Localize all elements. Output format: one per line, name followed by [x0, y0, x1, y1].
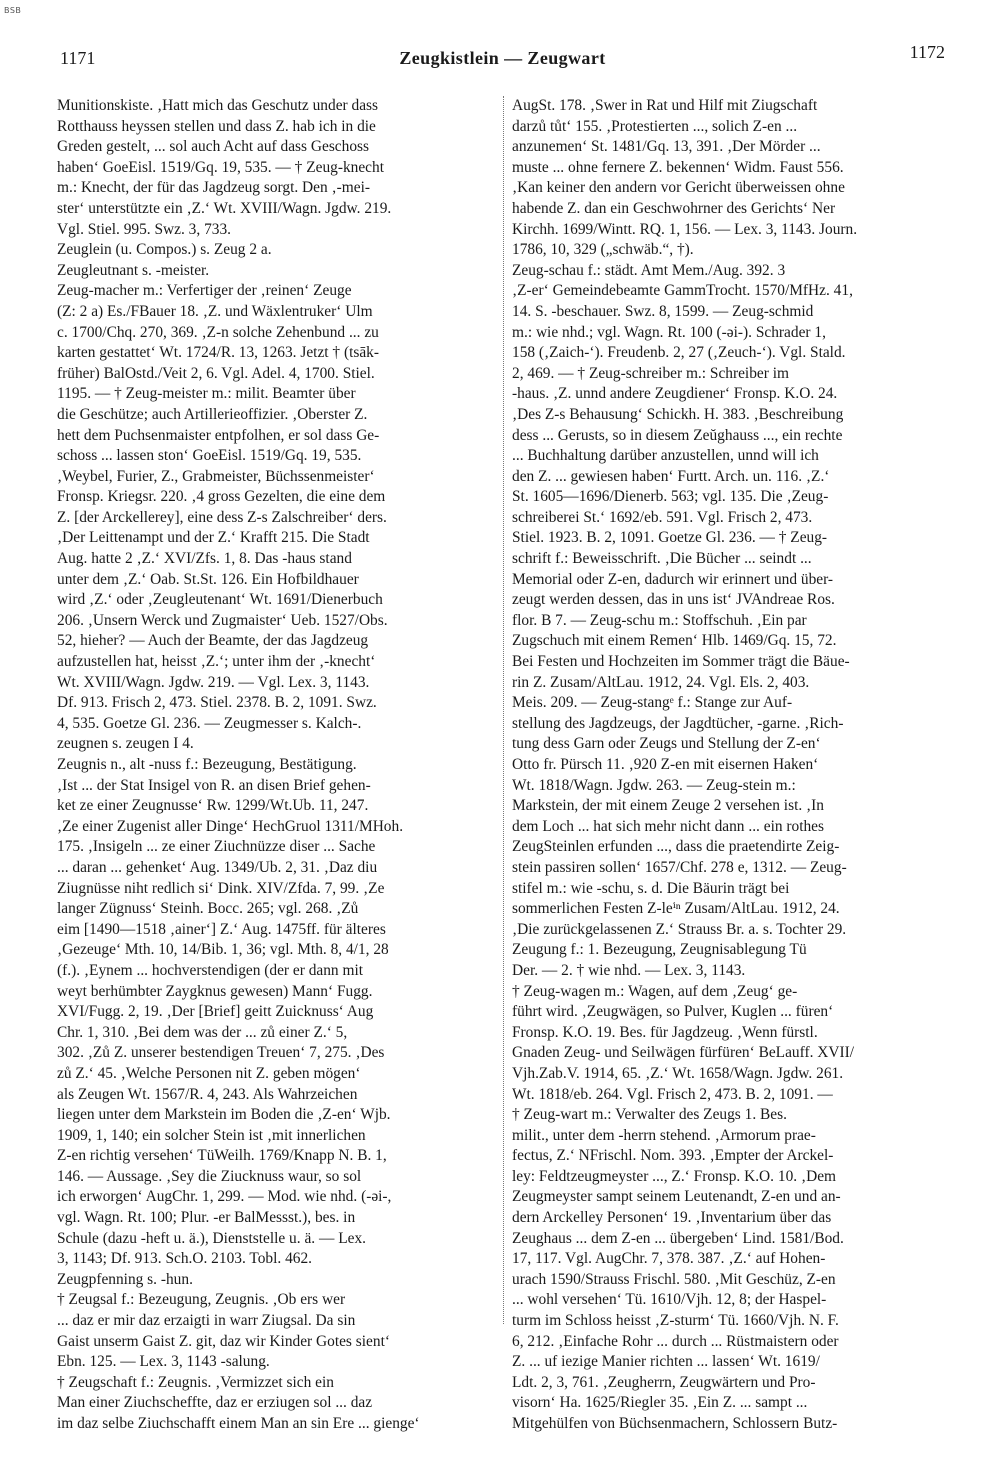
text-line: Z. [der Arckellerey], eine dess Z-s Zalschreiber‘ ders. — [57, 508, 387, 526]
text-line: 17, 117. Vgl. AugChr. 7, 378. 387. ‚Z.‘ auf Hohen- — [512, 1250, 826, 1268]
text-line: langer Zügnuss‘ Steinh. Bocc. 265; vgl. 268. ‚Zů — [57, 900, 359, 918]
text-line: Mitgehülfen von Büchsenmachern, Schlossern Butz- — [512, 1415, 838, 1432]
text-line: weyt berhümbter Zaygknus gewesen) Mann‘ Fugg. — [57, 982, 373, 1000]
text-line: † Zeugschaft f.: Zeugnis. ‚Vermizzet sich ein — [57, 1373, 334, 1391]
text-line: dess ... Gerusts, so in diesem Zeŭghauss ..., ein rechte — [512, 426, 843, 444]
text-line: milit., unter dem -herrn stehend. ‚Armorum prae- — [512, 1126, 816, 1144]
text-line: schreiberei St.‘ 1692/eb. 591. Vgl. Frisch 2, 473. — [512, 508, 813, 526]
text-line: ‚Ze einer Zugenist aller Dinge‘ HechGruol 1311/MHoh. — [57, 817, 404, 835]
text-line: c. 1700/Chq. 270, 369. ‚Z-n solche Zehenbund ... zu — [57, 323, 379, 341]
text-line: Kirchh. 1699/Wintt. RQ. 1, 156. — Lex. 3, 1143. Journ. — [512, 220, 858, 238]
text-line: Wt. 1818/Wagn. Jgdw. 263. — Zeug-stein m.: — [512, 776, 796, 794]
text-line: XVI/Fugg. 2, 19. ‚Der [Brief] geitt Zuicknuss‘ Aug — [57, 1003, 374, 1021]
text-line: ... daz er mir daz erzaigti in warr Ziugsal. Da sin — [57, 1312, 356, 1330]
text-line: aufzustellen hat, heisst ‚Z.‘; unter ihm der ‚-knecht‘ — [57, 653, 376, 671]
text-line: den Z. ... gewiesen haben‘ Furtt. Arch. un. 116. ‚Z.‘ — [512, 467, 830, 485]
text-line: stellung des Jagdzeugs, der Jagdtücher, -garne. ‚Rich- — [512, 714, 844, 732]
text-line: Fronsp. K.O. 19. Bes. für Jagdzeug. ‚Wenn fürstl. — [512, 1023, 818, 1041]
text-line: ‚Kan keiner den andern vor Gericht überweissen ohne — [512, 179, 845, 197]
text-line: Gnaden Zeug- und Seilwägen fürfüren‘ BeLauff. XVII/ — [512, 1044, 855, 1062]
text-line: ket ze einer Zeugnusse‘ Rw. 1299/Wt.Ub. 11, 247. — [57, 797, 369, 815]
text-line: Meis. 209. — Zeug-stangᵉ f.: Stange zur Auf- — [512, 694, 793, 712]
text-line: Zeugnis n., alt -nuss f.: Bezeugung, Bestätigung. — [57, 756, 357, 773]
text-line: Df. 913. Frisch 2, 473. Stiel. 2378. B. 2, 1091. Swz. — [57, 694, 377, 712]
text-line: darzů tůt‘ 155. ‚Protestierten ..., solich Z-en ... — [512, 117, 798, 135]
text-line: haben‘ GoeEisl. 1519/Gq. 19, 535. — † Zeug-knecht — [57, 158, 384, 176]
text-line: hett dem Puchsenmaister entpfolhen, er sol dass Ge- — [57, 426, 380, 444]
text-line: 4, 535. Goetze Gl. 236. — Zeugmesser s. Kalch-. — [57, 714, 362, 732]
text-line: Zugschuch mit einem Remen‘ Hlb. 1469/Gq. 15, 72. — [512, 632, 837, 650]
text-line: 3, 1143; Df. 913. Sch.O. 2103. Tobl. 462. — [57, 1250, 313, 1268]
text-line: im daz selbe Ziuchschafft einem Man an sin Ere ... gienge‘ — [57, 1415, 420, 1432]
text-line: Bei Festen und Hochzeiten im Sommer trägt die Bäue- — [512, 653, 850, 671]
text-line: Rotthauss heyssen stellen und dass Z. hab ich in die — [57, 117, 376, 135]
text-line: ich erworgen‘ AugChr. 1, 299. — Mod. wie nhd. (-əi-, — [57, 1188, 392, 1206]
text-line: ‚Gezeuge‘ Mth. 10, 14/Bib. 1, 36; vgl. Mth. 8, 4/1, 28 — [57, 941, 389, 959]
text-line: Zeugleutnant s. -meister. — [57, 261, 210, 279]
text-line: habende Z. dan ein Geschwohrner des Gerichts‘ Ner — [512, 199, 836, 217]
text-line: (Z: 2 a) Es./FBauer 18. ‚Z. und Wäxlentruker‘ Ulm — [57, 302, 373, 320]
text-line: liegen unter dem Markstein im Boden die ‚Z-en‘ Wjb. — [57, 1106, 391, 1124]
text-line: ‚Z-er‘ Gemeindebeamte GammTrocht. 1570/MfHz. 41, — [512, 282, 853, 300]
text-line: Ziugnüsse niht redlich si‘ Dink. XIV/Zfda. 7, 99. ‚Ze — [57, 879, 385, 897]
text-line: 1195. — † Zeug-meister m.: milit. Beamter über — [57, 385, 356, 403]
text-line: urach 1590/Strauss Frischl. 580. ‚Mit Geschüz, Z-en — [512, 1270, 836, 1288]
text-line: † Zeug-wart m.: Verwalter des Zeugs 1. Bes. — [512, 1106, 787, 1124]
running-title: Zeugkistlein — Zeugwart — [399, 48, 606, 68]
text-line: ZeugSteinlen erfunden ..., dass die praetendirte Zeig- — [512, 838, 840, 856]
text-line: 175. ‚Insigeln ... ze einer Ziuchnüzze diser ... Sache — [57, 838, 376, 856]
text-line: 158 (‚Zaich-‘). Freudenb. 2, 27 (‚Zeuch-‘). Vgl. Stald. — [512, 344, 846, 362]
text-line: Otto fr. Pürsch 11. ‚920 Z-en mit eisernen Haken‘ — [512, 756, 819, 773]
text-line: Z-en richtig versehen‘ TüWeilh. 1769/Knapp N. B. 1, — [57, 1147, 387, 1165]
text-line: tung dess Garn oder Zeugs und Stellung der Z-en‘ — [512, 735, 821, 753]
library-stamp: BSB — [4, 6, 22, 15]
text-line: Greden gestelt, ... sol auch Acht auf dass Geschoss — [57, 138, 370, 156]
text-line: m.: wie nhd.; vgl. Wagn. Rt. 100 (-əi-). Schrader 1, — [512, 323, 826, 341]
text-line: Gaist unserm Gaist Z. git, daz wir Kinder Gotes sient‘ — [57, 1332, 390, 1350]
text-line: -haus. ‚Z. unnd andere Zeugdiener‘ Fronsp. K.O. 24. — [512, 385, 838, 403]
text-line: Aug. hatte 2 ‚Z.‘ XVI/Zfs. 1, 8. Das -haus stand — [57, 550, 352, 568]
text-line: Zeugpfenning s. -hun. — [57, 1270, 193, 1288]
text-line: 14. S. -beschauer. Swz. 8, 1599. — Zeug-schmid — [512, 302, 814, 320]
text-line: ‚Ist ... der Stat Insigel von R. an disen Brief gehen- — [57, 776, 371, 794]
text-line: flor. B 7. — Zeug-schu m.: Stoffschuh. ‚Ein par — [512, 611, 807, 629]
page-number-right: 1172 — [909, 42, 945, 62]
text-line: Zeug-macher m.: Verfertiger der ‚reinen‘ Zeuge — [57, 282, 352, 300]
text-line: eim [1490—1518 ‚ainer‘] Z.‘ Aug. 1475ff. für älteres — [57, 920, 386, 938]
text-line: Markstein, der mit einem Zeuge 2 versehen ist. ‚In — [512, 797, 824, 815]
text-line: Zeuglein (u. Compos.) s. Zeug 2 a. — [57, 241, 272, 259]
text-line: AugSt. 178. ‚Swer in Rat und Hilf mit Ziugschaft — [512, 97, 818, 114]
text-line: Zeugmeyster sampt seinem Leutenandt, Z-en und an- — [512, 1188, 841, 1206]
text-line: 1786, 10, 329 („schwäb.“, †). — [512, 241, 694, 259]
text-line: ‚Des Z-s Behausung‘ Schickh. H. 383. ‚Beschreibung — [512, 405, 844, 423]
text-line: vgl. Wagn. Rt. 100; Plur. -er BalMessst.), bes. in — [57, 1209, 356, 1227]
text-line: turm im Schloss heisst ‚Z-sturm‘ Tü. 1660/Vjh. N. F. — [512, 1312, 839, 1330]
text-line: schrift f.: Beweisschrift. ‚Die Bücher ... seindt ... — [512, 550, 812, 568]
text-line: † Zeugsal f.: Bezeugung, Zeugnis. ‚Ob ers wer — [57, 1291, 346, 1309]
text-line: als Zeugen Wt. 1567/R. 4, 243. Als Wahrzeichen — [57, 1085, 358, 1103]
text-line: 6, 212. ‚Einfache Rohr ... durch ... Rüstmaistern oder — [512, 1332, 839, 1350]
text-line: 302. ‚Zů Z. unserer bestendigen Treuen‘ 7, 275. ‚Des — [57, 1044, 385, 1062]
text-line: ‚Der Leittenampt und der Z.‘ Krafft 215. Die Stadt — [57, 529, 370, 547]
text-line: unter dem ‚Z.‘ Oab. St.St. 126. Ein Hofbildhauer — [57, 570, 359, 588]
text-line: zeugt werden dessen, das in uns ist‘ JVAndreae Ros. — [512, 591, 835, 609]
text-line: Vjh.Zab.V. 1914, 65. ‚Z.‘ Wt. 1658/Wagn. Jgdw. 261. — [512, 1064, 844, 1082]
text-line: St. 1605—1696/Dienerb. 563; vgl. 135. Die ‚Zeug- — [512, 488, 829, 506]
text-line: stein passiren sollen‘ 1657/Chf. 278 e, 1312. — Zeug- — [512, 858, 847, 876]
text-line: Vgl. Stiel. 995. Swz. 3, 733. — [57, 220, 232, 238]
text-line: Z. ... uf iezige Manier richten ... lassen‘ Wt. 1619/ — [512, 1353, 820, 1371]
text-line: ster‘ unterstützte ein ‚Z.‘ Wt. XVIII/Wagn. Jgdw. 219. — [57, 199, 392, 217]
text-line: schoss ... lassen ston‘ GoeEisl. 1519/Gq. 19, 535. — [57, 447, 362, 465]
text-line: Memorial oder Z-en, dadurch wir erinnert und über- — [512, 570, 834, 588]
page-header — [60, 42, 945, 78]
column-divider — [503, 96, 504, 1324]
text-line: ... daran ... gehenket‘ Aug. 1349/Ub. 2, 31. ‚Daz diu — [57, 858, 378, 876]
text-line: Wt. XVIII/Wagn. Jgdw. 219. — Vgl. Lex. 3, 1143. — [57, 673, 370, 691]
text-line: fectus, Z.‘ NFrischl. Nom. 393. ‚Empter der Arckel- — [512, 1147, 834, 1165]
text-line: 1909, 1, 140; ein solcher Stein ist ‚mit innerlichen — [57, 1126, 366, 1144]
text-line: (f.). ‚Eynem ... hochverstendigen (der er dann mit — [57, 961, 363, 979]
text-line: 206. ‚Unsern Werck und Zugmaister‘ Ueb. 1527/Obs. — [57, 611, 388, 629]
text-line: Munitionskiste. ‚Hatt mich das Geschutz under dass — [57, 97, 379, 114]
text-line: 52, hieher? — Auch der Beamte, der das Jagdzeug — [57, 632, 369, 650]
text-line: Ldt. 2, 3, 761. ‚Zeugherrn, Zeugwärtern und Pro- — [512, 1373, 816, 1391]
text-line: zeugnen s. zeugen I 4. — [57, 735, 194, 753]
text-line: Stiel. 1923. B. 2, 1091. Goetze Gl. 236. — † Zeug- — [512, 529, 828, 547]
text-line: 2, 469. — † Zeug-schreiber m.: Schreiber im — [512, 364, 789, 382]
text-line: Man einer Ziuchscheffte, daz er erziugen sol ... daz — [57, 1394, 373, 1412]
text-line: führt wird. ‚Zeugwägen, so Pulver, Kuglen ... füren‘ — [512, 1003, 834, 1021]
text-line: rin Z. Zusam/AltLau. 1912, 24. Vgl. Els. 2, 403. — [512, 673, 810, 691]
text-line: Zeughaus ... dem Z-en ... übergeben‘ Lind. 1581/Bod. — [512, 1229, 844, 1247]
text-line: wird ‚Z.‘ oder ‚Zeugleutenant‘ Wt. 1691/Dienerbuch — [57, 591, 383, 609]
text-line: Ebn. 125. — Lex. 3, 1143 -salung. — [57, 1353, 270, 1371]
text-line: Schule (dazu -heft u. ä.), Dienststelle u. ä. — Lex. — [57, 1229, 366, 1247]
text-line: visorn‘ Ha. 1625/Riegler 35. ‚Ein Z. ... sampt ... — [512, 1394, 808, 1412]
text-line: Der. — 2. † wie nhd. — Lex. 3, 1143. — [512, 961, 746, 979]
text-line: m.: Knecht, der für das Jagdzeug sorgt. Den ‚-mei- — [57, 179, 370, 197]
text-line: karten gestattet‘ Wt. 1724/R. 13, 1263. Jetzt † (tsāk- — [57, 344, 379, 362]
text-line: ley: Feldtzeugmeyster ..., Z.‘ Fronsp. K.O. 10. ‚Dem — [512, 1167, 836, 1185]
text-line: zů Z.‘ 45. ‚Welche Personen nit Z. geben mögen‘ — [57, 1064, 361, 1082]
text-line: Zeugung f.: 1. Bezeugung, Zeugnisablegung Tü — [512, 941, 807, 959]
text-line: anzunemen‘ St. 1481/Gq. 13, 391. ‚Der Mörder ... — [512, 138, 821, 156]
text-line: ‚Weybel, Furier, Z., Grabmeister, Büchssenmeister‘ — [57, 467, 375, 485]
text-line: † Zeug-wagen m.: Wagen, auf dem ‚Zeug‘ ge- — [512, 982, 798, 1000]
text-line: ‚Die zurückgelassenen Z.‘ Strauss Br. a. s. Tochter 29. — [512, 920, 847, 938]
text-line: stifel m.: wie -schu, s. d. Die Bäurin trägt bei — [512, 879, 790, 897]
text-line: sommerlichen Festen Z-leⁱⁿ Zusam/AltLau. 1912, 24. — [512, 900, 840, 918]
text-line: 146. — Aussage. ‚Sey die Ziucknuss waur, so sol — [57, 1167, 362, 1185]
right-column — [512, 96, 950, 1435]
text-line: Fronsp. Kriegsr. 220. ‚4 gross Gezelten, die eine dem — [57, 488, 386, 506]
text-line: ... Buchhaltung darüber anzustellen, unnd will ich — [512, 447, 819, 465]
page-number-left: 1171 — [60, 48, 96, 68]
text-line: früher) BalOstd./Veit 2, 6. Vgl. Adel. 4, 1700. Stiel. — [57, 364, 375, 382]
text-line: ... wohl versehen‘ Tü. 1610/Vjh. 12, 8; der Haspel- — [512, 1291, 827, 1309]
text-line: die Geschütze; auch Artillerieoffizier. ‚Oberster Z. — [57, 405, 368, 423]
text-line: dem Loch ... hat sich mehr nicht dann ... ein rothes — [512, 817, 825, 835]
left-column — [57, 96, 497, 1435]
text-line: Wt. 1818/eb. 264. Vgl. Frisch 2, 473. B. 2, 1091. — — [512, 1085, 833, 1103]
text-line: Zeug-schau f.: städt. Amt Mem./Aug. 392. 3 — [512, 261, 786, 279]
text-line: Chr. 1, 310. ‚Bei dem was der ... zů einer Z.‘ 5, — [57, 1023, 348, 1041]
text-line: muste ... ohne fernere Z. bekennen‘ Widm. Faust 556. — [512, 158, 844, 176]
text-line: dern Arckelley Personen‘ 19. ‚Inventarium über das — [512, 1209, 832, 1227]
